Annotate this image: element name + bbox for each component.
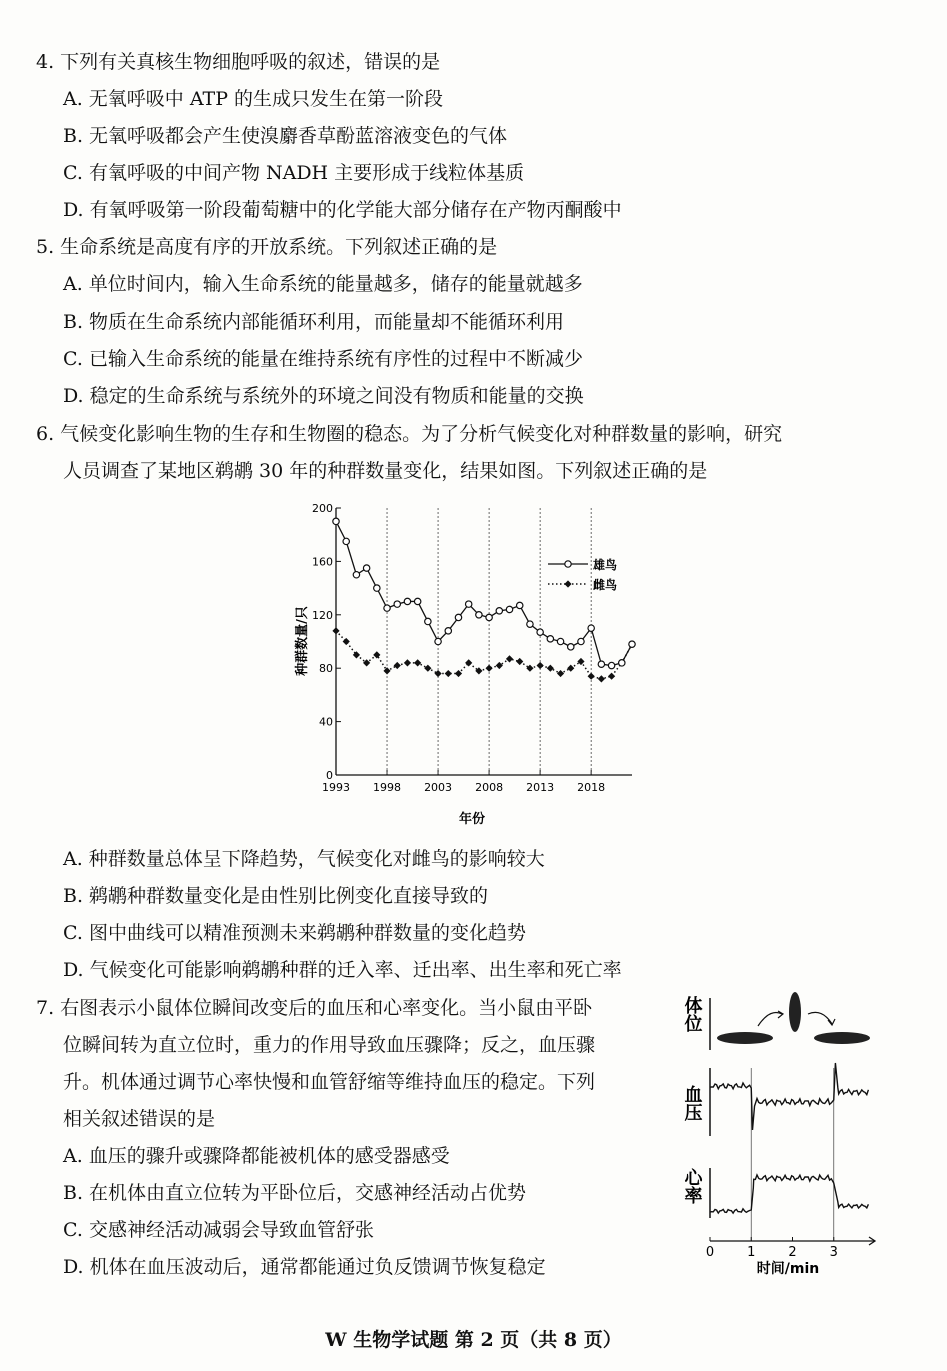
male-point	[414, 598, 420, 604]
x-tick-label: 2003	[424, 781, 453, 794]
male-point	[363, 565, 369, 571]
male-point	[394, 601, 400, 607]
male-point	[537, 629, 543, 635]
q7-option-a: A. 血压的骤升或骤降都能被机体的感受器感受	[63, 1145, 450, 1167]
male-point	[343, 538, 349, 544]
x-axis-title: 年份	[458, 812, 486, 827]
q5-option-b: B. 物质在生命系统内部能循环利用，而能量却不能循环利用	[63, 311, 565, 333]
male-point	[496, 608, 502, 614]
female-point	[383, 667, 390, 674]
male-point	[353, 572, 359, 578]
panel-label: 血压	[681, 1085, 703, 1121]
q6-stem-line1: 6. 气候变化影响生物的生存和生物圈的稳态。为了分析气候变化对种群数量的影响，研究	[36, 423, 783, 445]
male-point	[517, 602, 523, 608]
female-point	[414, 659, 421, 666]
female-point	[557, 670, 564, 677]
blood-pressure-trace	[710, 1063, 868, 1130]
lying-mouse-icon	[814, 1032, 870, 1044]
legend-male-label: 雄鸟	[593, 558, 618, 572]
female-point	[343, 638, 350, 645]
female-point	[567, 665, 574, 672]
time-tick-label: 3	[829, 1245, 838, 1260]
q6-option-b: B. 鹈鹕种群数量变化是由性别比例变化直接导致的	[63, 885, 489, 907]
male-point	[619, 660, 625, 666]
male-point	[445, 628, 451, 634]
female-point	[465, 659, 472, 666]
q5-option-c: C. 已输入生命系统的能量在维持系统有序性的过程中不断减少	[63, 348, 583, 370]
x-tick-label: 2008	[475, 781, 504, 794]
q5-stem: 5. 生命系统是高度有序的开放系统。下列叙述正确的是	[36, 236, 498, 258]
male-point	[608, 662, 614, 668]
female-point	[404, 659, 411, 666]
q4-option-d: D. 有氧呼吸第一阶段葡萄糖中的化学能大部分储存在产物丙酮酸中	[63, 199, 622, 221]
female-point	[608, 673, 615, 680]
q5-option-a: A. 单位时间内，输入生命系统的能量越多，储存的能量就越多	[63, 273, 583, 295]
male-point	[629, 641, 635, 647]
mouse-bp-hr-figure	[670, 988, 885, 1288]
female-point	[516, 658, 523, 665]
q7-stem-line1: 7. 右图表示小鼠体位瞬间改变后的血压和心率变化。当小鼠由平卧	[36, 997, 593, 1019]
q4-option-b: B. 无氧呼吸都会产生使溴麝香草酚蓝溶液变色的气体	[63, 125, 508, 147]
x-tick-label: 2013	[526, 781, 555, 794]
y-tick-label: 40	[319, 715, 333, 729]
x-tick-label: 1998	[373, 781, 402, 794]
male-point	[598, 661, 604, 667]
time-tick-label: 0	[705, 1245, 715, 1260]
q5-option-d: D. 稳定的生命系统与系统外的环境之间没有物质和能量的交换	[63, 385, 584, 407]
female-point	[588, 673, 595, 680]
male-point	[435, 638, 441, 644]
female-point	[434, 670, 441, 677]
male-point	[404, 598, 410, 604]
male-point	[527, 621, 533, 627]
q7-stem-line2: 位瞬间转为直立位时，重力的作用导致血压骤降；反之，血压骤	[63, 1034, 596, 1056]
legend-female-marker	[564, 580, 571, 587]
female-point	[445, 670, 452, 677]
male-point	[465, 601, 471, 607]
male-point	[333, 518, 339, 524]
male-point	[486, 614, 492, 620]
time-tick-label: 2	[788, 1245, 797, 1260]
male-point	[588, 625, 594, 631]
male-point	[455, 614, 461, 620]
male-point	[384, 605, 390, 611]
page-footer: W 生物学试题 第 2 页（共 8 页）	[325, 1329, 622, 1351]
female-point	[373, 651, 380, 658]
male-point	[547, 636, 553, 642]
q4-option-c: C. 有氧呼吸的中间产物 NADH 主要形成于线粒体基质	[63, 162, 525, 184]
female-point	[455, 670, 462, 677]
time-axis-title: 时间/min	[756, 1261, 820, 1277]
q4-stem: 4. 下列有关真核生物细胞呼吸的叙述，错误的是	[36, 51, 441, 73]
panel-label: 心率	[681, 1168, 703, 1204]
arrow-icon	[758, 1013, 782, 1027]
q7-stem-line3: 升。机体通过调节心率快慢和血管舒缩等维持血压的稳定。下列	[63, 1071, 596, 1093]
male-point	[578, 638, 584, 644]
x-tick-label: 1993	[322, 781, 350, 794]
male-point	[476, 612, 482, 618]
q7-option-b: B. 在机体由直立位转为平卧位后，交感神经活动占优势	[63, 1182, 527, 1204]
male-point	[506, 606, 512, 612]
q7-option-d: D. 机体在血压波动后，通常都能通过负反馈调节恢复稳定	[63, 1256, 546, 1278]
y-tick-label: 200	[312, 502, 333, 515]
female-point	[598, 675, 605, 682]
male-point	[425, 618, 431, 624]
male-point	[557, 638, 563, 644]
female-point	[332, 627, 339, 634]
q6-stem-line2: 人员调查了某地区鹈鹕 30 年的种群数量变化，结果如图。下列叙述正确的是	[63, 460, 708, 482]
pelican-population-chart	[280, 495, 660, 835]
q6-option-a: A. 种群数量总体呈下降趋势，气候变化对雌鸟的影响较大	[63, 848, 545, 870]
male-point	[568, 644, 574, 650]
y-axis-title: 种群数量/只	[295, 606, 310, 676]
female-point	[394, 662, 401, 669]
male-point	[374, 585, 380, 591]
panel-label: 体位	[681, 996, 703, 1032]
y-tick-label: 80	[319, 662, 333, 676]
q7-option-c: C. 交感神经活动减弱会导致血管舒张	[63, 1219, 374, 1241]
standing-mouse-icon	[789, 992, 801, 1032]
arrow-head-icon	[778, 1011, 783, 1018]
lying-mouse-icon	[717, 1032, 773, 1044]
female-point	[537, 662, 544, 669]
y-tick-label: 160	[312, 555, 333, 569]
legend-male-marker	[565, 561, 571, 567]
y-tick-label: 120	[312, 608, 333, 622]
heart-rate-trace	[710, 1175, 868, 1213]
female-point	[486, 665, 493, 672]
arrow-icon	[808, 1012, 832, 1024]
x-tick-label: 2018	[577, 781, 606, 794]
q4-option-a: A. 无氧呼吸中 ATP 的生成只发生在第一阶段	[63, 88, 444, 110]
q6-option-d: D. 气候变化可能影响鹈鹕种群的迁入率、迁出率、出生率和死亡率	[63, 959, 622, 981]
q7-stem-line4: 相关叙述错误的是	[63, 1108, 216, 1130]
time-tick-label: 1	[747, 1245, 756, 1260]
female-point	[424, 665, 431, 672]
female-point	[547, 665, 554, 672]
legend-female-label: 雌鸟	[593, 578, 618, 592]
y-tick-label: 0	[326, 769, 333, 782]
male-series-line	[336, 521, 632, 665]
female-point	[506, 655, 513, 662]
q6-option-c: C. 图中曲线可以精准预测未来鹈鹕种群数量的变化趋势	[63, 922, 526, 944]
